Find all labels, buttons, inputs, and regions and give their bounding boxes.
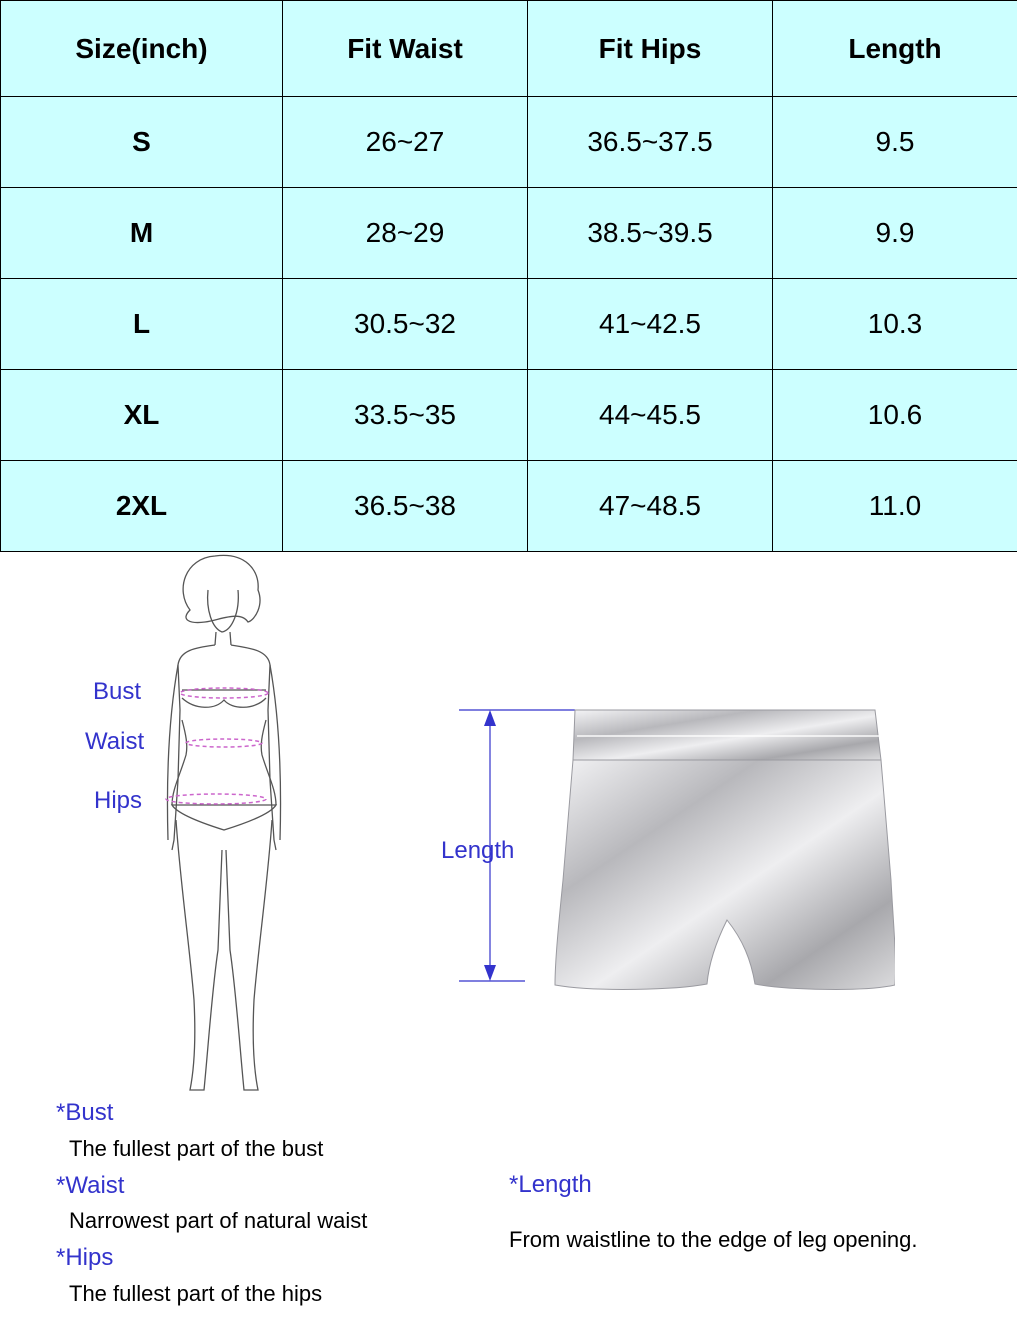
waist-cell: 33.5~35 bbox=[283, 370, 528, 461]
table-header-row bbox=[1, 1, 1017, 97]
hips-desc-text: The fullest part of the hips bbox=[69, 1281, 323, 1306]
waist-measure-line bbox=[186, 739, 262, 747]
length-cell: 10.3 bbox=[773, 279, 1017, 370]
hips-measure-line bbox=[166, 794, 266, 804]
waist-cell: 26~27 bbox=[283, 97, 528, 188]
hips-cell: 38.5~39.5 bbox=[528, 188, 773, 279]
hips-cell: 44~45.5 bbox=[528, 370, 773, 461]
waist-label: Waist bbox=[85, 728, 145, 755]
bust-label: Bust bbox=[93, 678, 142, 705]
measurement-guide bbox=[0, 550, 1017, 1317]
size-cell: 2XL bbox=[1, 461, 283, 552]
length-cell: 11.0 bbox=[773, 461, 1017, 552]
table-row bbox=[1, 370, 1017, 461]
length-label: Length bbox=[441, 837, 515, 864]
table-row bbox=[1, 188, 1017, 279]
body-figure-illustration bbox=[160, 550, 300, 1100]
table-row bbox=[1, 461, 1017, 552]
size-cell: S bbox=[1, 97, 283, 188]
waist-cell: 28~29 bbox=[283, 188, 528, 279]
length-cell: 9.5 bbox=[773, 97, 1017, 188]
bust-desc-title: *Bust bbox=[56, 1099, 114, 1126]
length-cell: 9.9 bbox=[773, 188, 1017, 279]
header-fit-hips: Fit Hips bbox=[528, 1, 773, 97]
waist-desc-text: Narrowest part of natural waist bbox=[69, 1208, 368, 1233]
length-cell: 10.6 bbox=[773, 370, 1017, 461]
waist-cell: 30.5~32 bbox=[283, 279, 528, 370]
table-row bbox=[1, 279, 1017, 370]
hips-desc-title: *Hips bbox=[56, 1244, 114, 1271]
hips-cell: 47~48.5 bbox=[528, 461, 773, 552]
waist-desc-title: *Waist bbox=[56, 1172, 125, 1199]
size-chart-table bbox=[0, 0, 1017, 552]
hips-cell: 36.5~37.5 bbox=[528, 97, 773, 188]
length-desc-text: From waistline to the edge of leg opening. bbox=[509, 1227, 918, 1252]
waist-cell: 36.5~38 bbox=[283, 461, 528, 552]
header-fit-waist: Fit Waist bbox=[283, 1, 528, 97]
size-cell: L bbox=[1, 279, 283, 370]
table-row bbox=[1, 97, 1017, 188]
hips-label: Hips bbox=[94, 787, 143, 814]
size-cell: M bbox=[1, 188, 283, 279]
hips-cell: 41~42.5 bbox=[528, 279, 773, 370]
bust-desc-text: The fullest part of the bust bbox=[69, 1136, 324, 1161]
size-cell: XL bbox=[1, 370, 283, 461]
header-size: Size(inch) bbox=[1, 1, 283, 97]
shorts-illustration bbox=[455, 700, 895, 1000]
header-length: Length bbox=[773, 1, 1017, 97]
length-desc-title: *Length bbox=[509, 1171, 592, 1198]
